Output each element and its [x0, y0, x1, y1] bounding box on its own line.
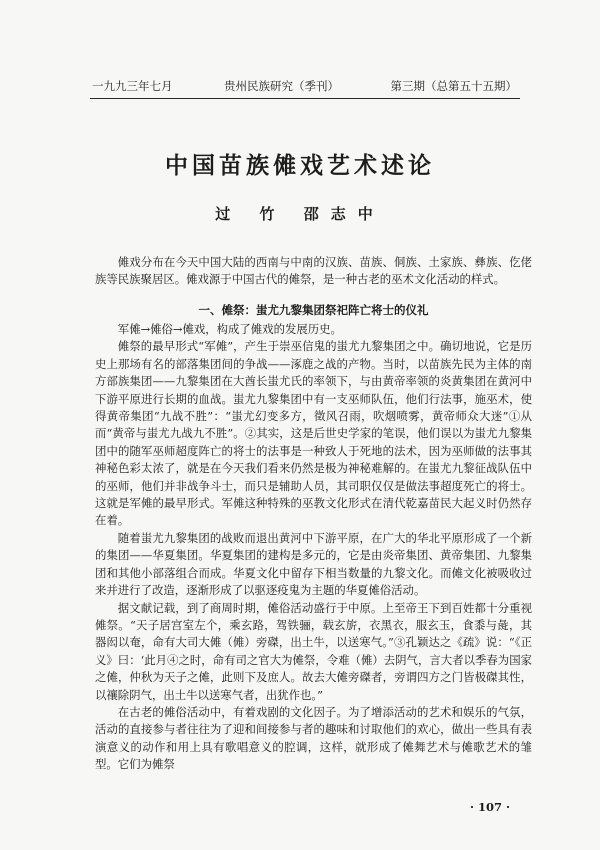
issue-number: 第三期（总第五十五期）: [390, 79, 517, 93]
body-paragraph: 在古老的傩俗活动中，有着戏剧的文化因子。为了增添活动的艺术和娱乐的气氛，活动的直接参与者往往为了迎和间接参与者的趣味和讨取他们的欢心，做出一些具有表演意义的动作和用上具有歌唱意义的腔调，这样，就形成了傩舞艺术与傩歌艺术的雏型。它们为傩祭: [95, 704, 532, 772]
article-body: [95, 321, 532, 774]
article-author: 过 竹 邵志中: [215, 205, 385, 223]
journal-header: [92, 78, 517, 94]
intro-paragraph: 傩戏分布在今天中国大陆的西南与中南的汉族、苗族、侗族、土家族、彝族、仡佬族等民族聚居区。傩戏源于中国古代的傩祭，是一种古老的巫术文化活动的样式。: [95, 255, 532, 287]
header-rule: [90, 98, 520, 99]
body-paragraph: 军傩→傩俗→傩戏，构成了傩戏的发展历史。: [117, 322, 342, 336]
intro-block: [95, 254, 532, 289]
body-paragraph: 傩祭的最早形式“军傩”，产生于崇巫信鬼的蚩尤九黎集团之中。确切地说，它是历史上那场有名的部落集团间的争战——涿鹿之战的产物。当时，以苗族先民为主体的南方部族集团——九黎集团在大酋长蚩尤氏的率领下，与由黄帝率领的炎黄集团在黄河中下游平原进行长期的血战。蚩尤九黎集团中有一支巫师队伍，他们行法事，施巫术，使得黄帝集团“九战不胜”：“蚩尤幻变多方，徵风召雨，吹烟喷雾，黄帝师众大迷”①从而“黄帝与蚩尤九战九不胜”。②其实，这是后世史学家的笔误，他们误以为蚩尤九黎集团中的随军巫师超度阵亡的将士的法事是一种致人于死地的法术，因为巫师做的法事其神秘色彩太浓了，就是在今天我们看来仍然是极为神秘难解的。在蚩尤九黎征战队伍中的巫师，他们并非战争斗士，而只是辅助人员，其司职仅仅是做法事超度死亡的将士。这就是军傩的最早形式。军傩这种特殊的巫教文化形式在清代乾嘉苗民大起义时仍然存在着。: [95, 339, 532, 528]
issue-date: 一九九三年七月: [92, 79, 173, 93]
journal-name: 贵州民族研究（季刊）: [224, 79, 339, 93]
article-title: 中国苗族傩戏艺术述论: [165, 153, 435, 179]
body-paragraph: 据文献记载，到了商周时期，傩俗活动盛行于中原。上至帝王下到百姓都十分重视傩祭。“天子居宫室左个，乘玄路，驾铁骊，载玄旂，衣黑衣，服玄玉，食黍与彘，其器闳以奄，命有大司大傩（傩）旁磔，出土牛，以送寒气。”③孔颖达之《疏》说：“《正义》曰：‘此月④之时，命有司之官大为傩祭，令难（傩）去阴气，言大者以季春为国家之傩，仲秋为天子之傩，此则下及庶人。故去大傩旁磔者，旁谓四方之门皆极磔其性，以禳除阴气，出土牛以送寒气者，出犹作也。”: [95, 600, 532, 702]
body-paragraph: 随着蚩尤九黎集团的战败而退出黄河中下游平原，在广大的华北平原形成了一个新的集团——华夏集团。华夏集团的建构是多元的，它是由炎帝集团、黄帝集团、九黎集团和其他小部落组合而成。华夏文化中留存下相当数量的九黎文化。而傩文化被吸收过来并进行了改造，逐渐形成了以驱逐疫鬼为主题的华夏傩俗活动。: [95, 530, 532, 598]
section-heading: 一、傩祭：蚩尤九黎集团祭祀阵亡将士的仪礼: [198, 303, 429, 317]
page-number: · 107 ·: [470, 800, 511, 814]
